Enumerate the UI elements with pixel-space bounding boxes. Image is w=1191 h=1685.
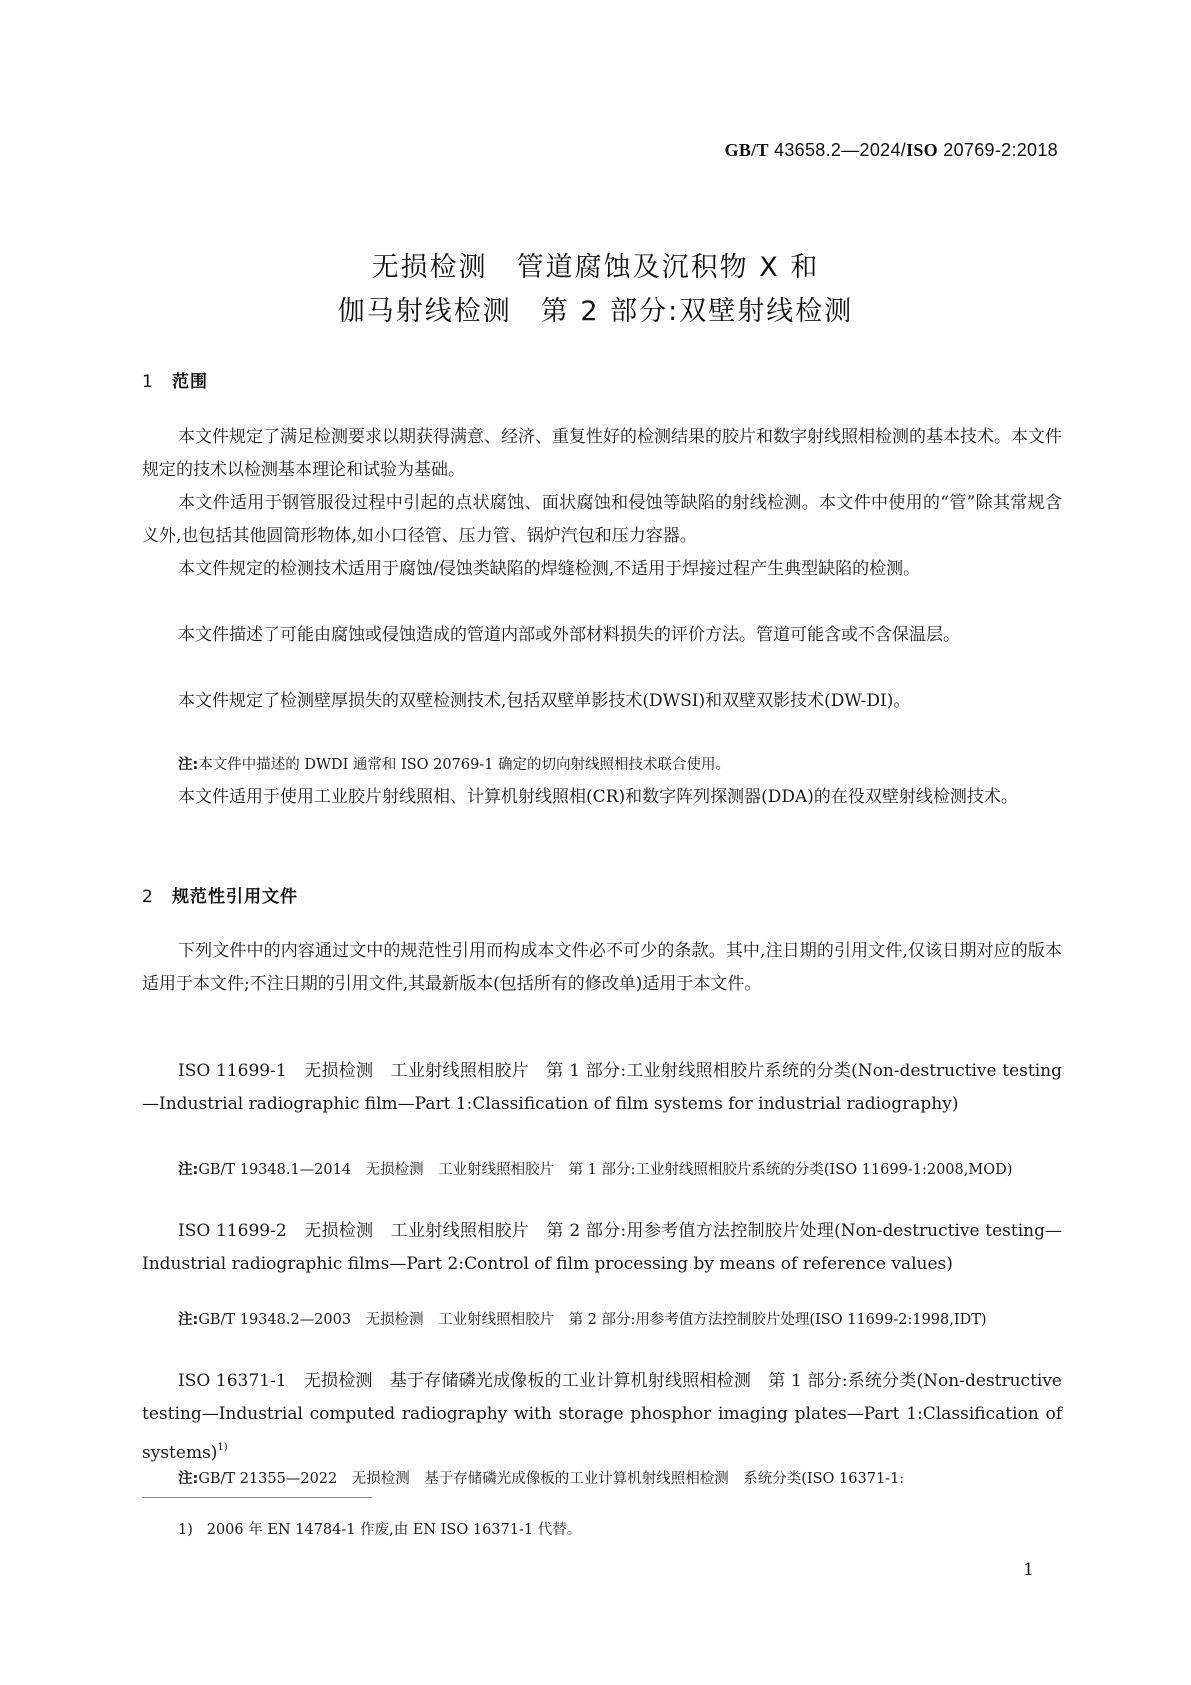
standard-prefix: GB/T [724,140,769,160]
note-label: 注: [178,1312,199,1328]
normative-references-intro: 下列文件中的内容通过文中的规范性引用而构成本文件必不可少的条款。其中,注日期的引用文件,仅该日期对应的版本适用于本文件;不注日期的引用文件,其最新版本(包括所有的修改单)适用于本文件。 [142,941,1062,994]
reference-text: ISO 16371-1 无损检测 基于存储磷光成像板的工业计算机射线照相检测 第 1 部分:系统分类(Non-destructive testing—Industrial computed radiography with storage phosphor imaging plates—Part 1:Classification of systems) [142,1371,1062,1463]
scope-paragraph-2: 本文件适用于钢管服役过程中引起的点状腐蚀、面状腐蚀和侵蚀等缺陷的射线检测。本文件中使用的“管”除其常规含义外,也包括其他圆筒形物体,如小口径管、压力管、锅炉汽包和压力容器。 [142,493,1062,546]
note-text: GB/T 19348.1—2014 无损检测 工业射线照相胶片 第 1 部分:工业射线照相胶片系统的分类(ISO 11699-1:2008,MOD) [198,1162,1013,1178]
note-label: 注: [178,1162,199,1178]
note-label: 注: [178,1471,199,1487]
section-title: 范围 [172,372,208,392]
section-1-heading [142,367,208,392]
standard-number: 43658.2—2024/ [768,140,907,160]
section-2-heading [142,882,298,907]
footnote-number: 1) [178,1522,193,1538]
iso-prefix: ISO [906,140,938,160]
reference-note-3 [178,1464,1062,1494]
footnote-text: 2006 年 EN 14784-1 作废,由 EN ISO 16371-1 代替。 [206,1522,582,1538]
reference-item-2: ISO 11699-2 无损检测 工业射线照相胶片 第 2 部分:用参考值方法控制胶片处理(Non-destructive testing—Industrial radiographic films—Part 2:Control of film processing by means of reference values) [142,1221,1062,1274]
page-number: 1 [1023,1560,1034,1580]
scope-paragraph-3: 本文件规定的检测技术适用于腐蚀/侵蚀类缺陷的焊缝检测,不适用于焊接过程产生典型缺陷的检测。 [178,559,921,579]
scope-note [178,750,1062,780]
note-text: GB/T 21355—2022 无损检测 基于存储磷光成像板的工业计算机射线照相检测 系统分类(ISO 16371-1: [198,1471,905,1487]
footnote [178,1518,581,1539]
reference-note-1 [178,1155,1062,1185]
reference-note-2 [178,1305,1062,1335]
section-title: 规范性引用文件 [172,887,298,907]
note-text: 本文件中描述的 DWDI 通常和 ISO 20769-1 确定的切向射线照相技术联合使用。 [198,757,731,773]
footnote-separator [142,1497,372,1498]
scope-paragraph-4: 本文件描述了可能由腐蚀或侵蚀造成的管道内部或外部材料损失的评价方法。管道可能含或不含保温层。 [178,625,960,645]
scope-paragraph-5: 本文件规定了检测壁厚损失的双壁检测技术,包括双壁单影技术(DWSI)和双壁双影技术(DW-DI)。 [178,691,911,711]
reference-item-3 [142,1365,1062,1470]
document-title-line-2: 伽马射线检测 第 2 部分:双壁射线检测 [337,296,854,327]
reference-item-1: ISO 11699-1 无损检测 工业射线照相胶片 第 1 部分:工业射线照相胶片系统的分类(Non-destructive testing—Industrial radiographic film—Part 1:Classification of film systems for industrial radiography) [142,1061,1062,1114]
section-number: 1 [142,372,154,392]
footnote-marker[interactable]: 1) [217,1442,228,1453]
note-label: 注: [178,757,199,773]
standard-code-header [725,140,1058,161]
scope-paragraph-6: 本文件适用于使用工业胶片射线照相、计算机射线照相(CR)和数字阵列探测器(DDA)的在役双壁射线检测技术。 [178,787,1018,807]
scope-paragraph-1: 本文件规定了满足检测要求以期获得满意、经济、重复性好的检测结果的胶片和数字射线照相检测的基本技术。本文件规定的技术以检测基本理论和试验为基础。 [142,427,1062,480]
section-number: 2 [142,887,154,907]
note-text: GB/T 19348.2—2003 无损检测 工业射线照相胶片 第 2 部分:用参考值方法控制胶片处理(ISO 11699-2:1998,IDT) [198,1312,987,1328]
document-title-line-1: 无损检测 管道腐蚀及沉积物 X 和 [371,252,820,283]
iso-number: 20769-2:2018 [937,140,1058,160]
